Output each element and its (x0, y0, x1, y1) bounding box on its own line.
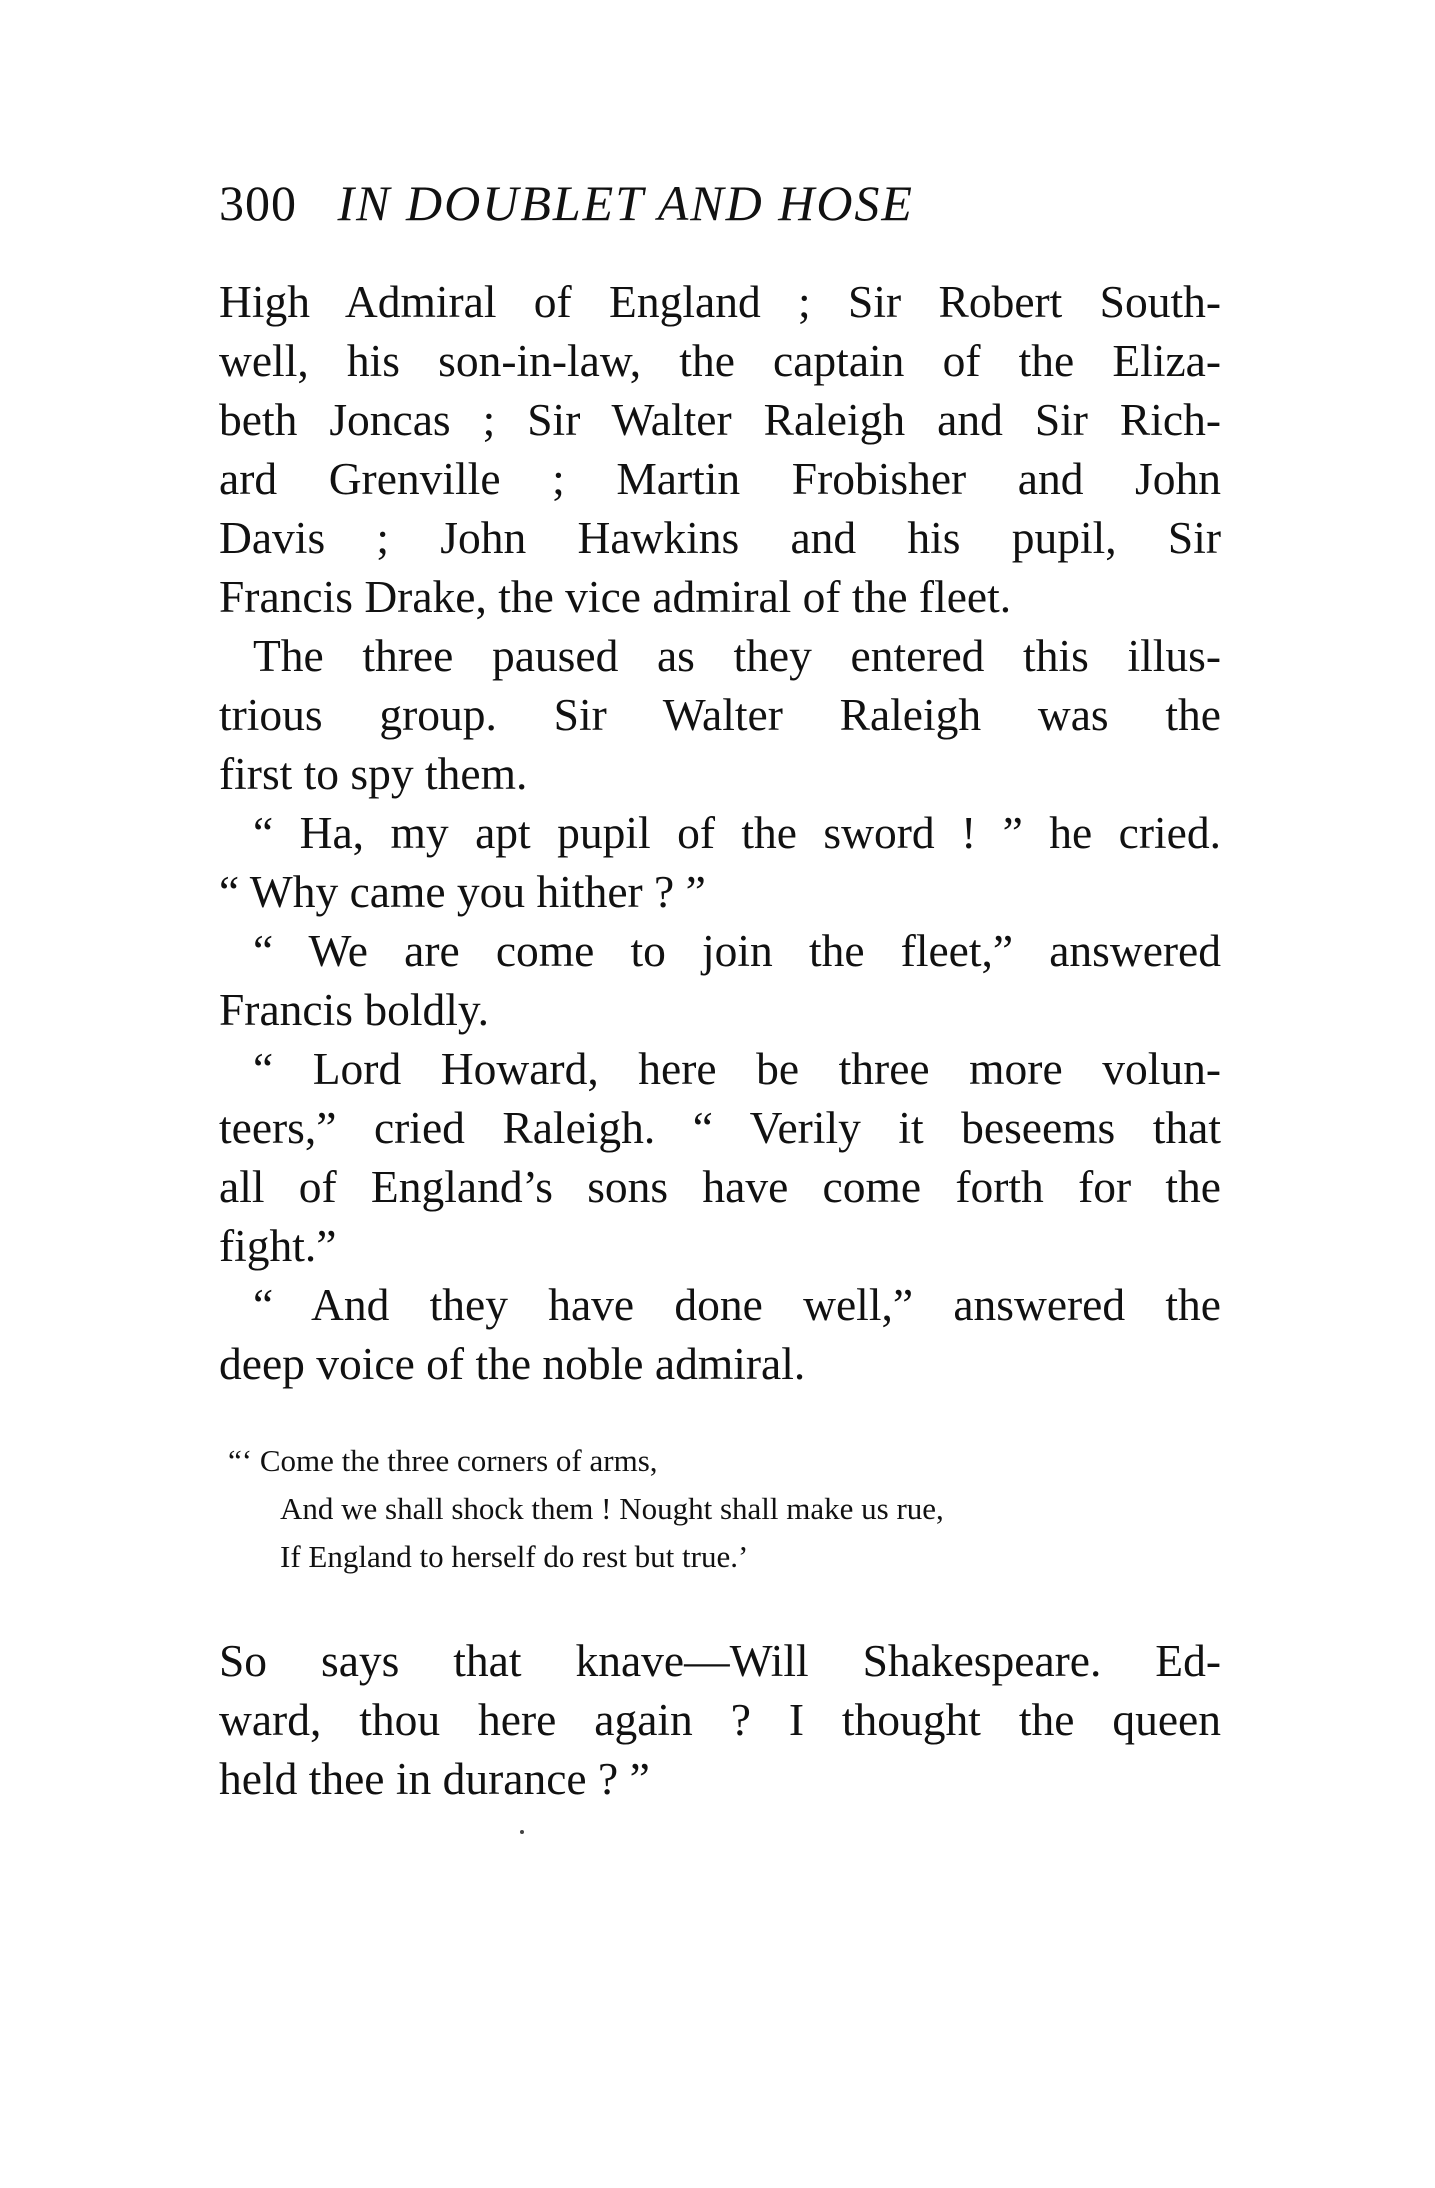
text-line: held thee in durance ? ” (219, 1753, 650, 1804)
page-number: 300 (219, 175, 297, 231)
running-title: IN DOUBLET AND HOSE (337, 175, 914, 231)
text-line: fight.” (219, 1220, 337, 1271)
page-header (219, 168, 1219, 238)
text-line: deep voice of the noble admiral. (219, 1338, 806, 1389)
verse-line: And we shall shock them ! Nought shall make us rue, (280, 1491, 944, 1526)
ink-speck (520, 1830, 524, 1834)
verse-line: “‘ Come the three corners of arms, (228, 1443, 658, 1478)
text-line: High Admiral of England ; Sir Robert South- (219, 276, 1221, 327)
text-line: “ Lord Howard, here be three more volun- (253, 1043, 1221, 1094)
text-line: Davis ; John Hawkins and his pupil, Sir (219, 512, 1221, 563)
text-line: beth Joncas ; Sir Walter Raleigh and Sir Rich- (219, 394, 1221, 445)
verse-line: If England to herself do rest but true.’ (280, 1539, 749, 1574)
text-line: first to spy them. (219, 748, 528, 799)
verse-quotation (228, 1437, 1228, 1581)
text-line: well, his son-in-law, the captain of the Eliza- (219, 335, 1221, 386)
text-line: “ We are come to join the fleet,” answered (253, 925, 1221, 976)
text-line: ward, thou here again ? I thought the queen (219, 1694, 1221, 1745)
text-line: So says that knave—Will Shakespeare. Ed- (219, 1635, 1221, 1686)
text-line: all of England’s sons have come forth for the (219, 1161, 1221, 1212)
text-line: “ And they have done well,” answered the (253, 1279, 1221, 1330)
text-line: teers,” cried Raleigh. “ Verily it beseems that (219, 1102, 1221, 1153)
text-line: “ Ha, my apt pupil of the sword ! ” he cried. (253, 807, 1221, 858)
text-line: trious group. Sir Walter Raleigh was the (219, 689, 1221, 740)
text-line: “ Why came you hither ? ” (219, 866, 706, 917)
text-line: ard Grenville ; Martin Frobisher and John (219, 453, 1221, 504)
text-line: The three paused as they entered this illus- (253, 630, 1221, 681)
text-line: Francis boldly. (219, 984, 490, 1035)
closing-text (219, 1631, 1221, 1808)
text-line: Francis Drake, the vice admiral of the fleet. (219, 571, 1012, 622)
main-text (219, 272, 1221, 1393)
